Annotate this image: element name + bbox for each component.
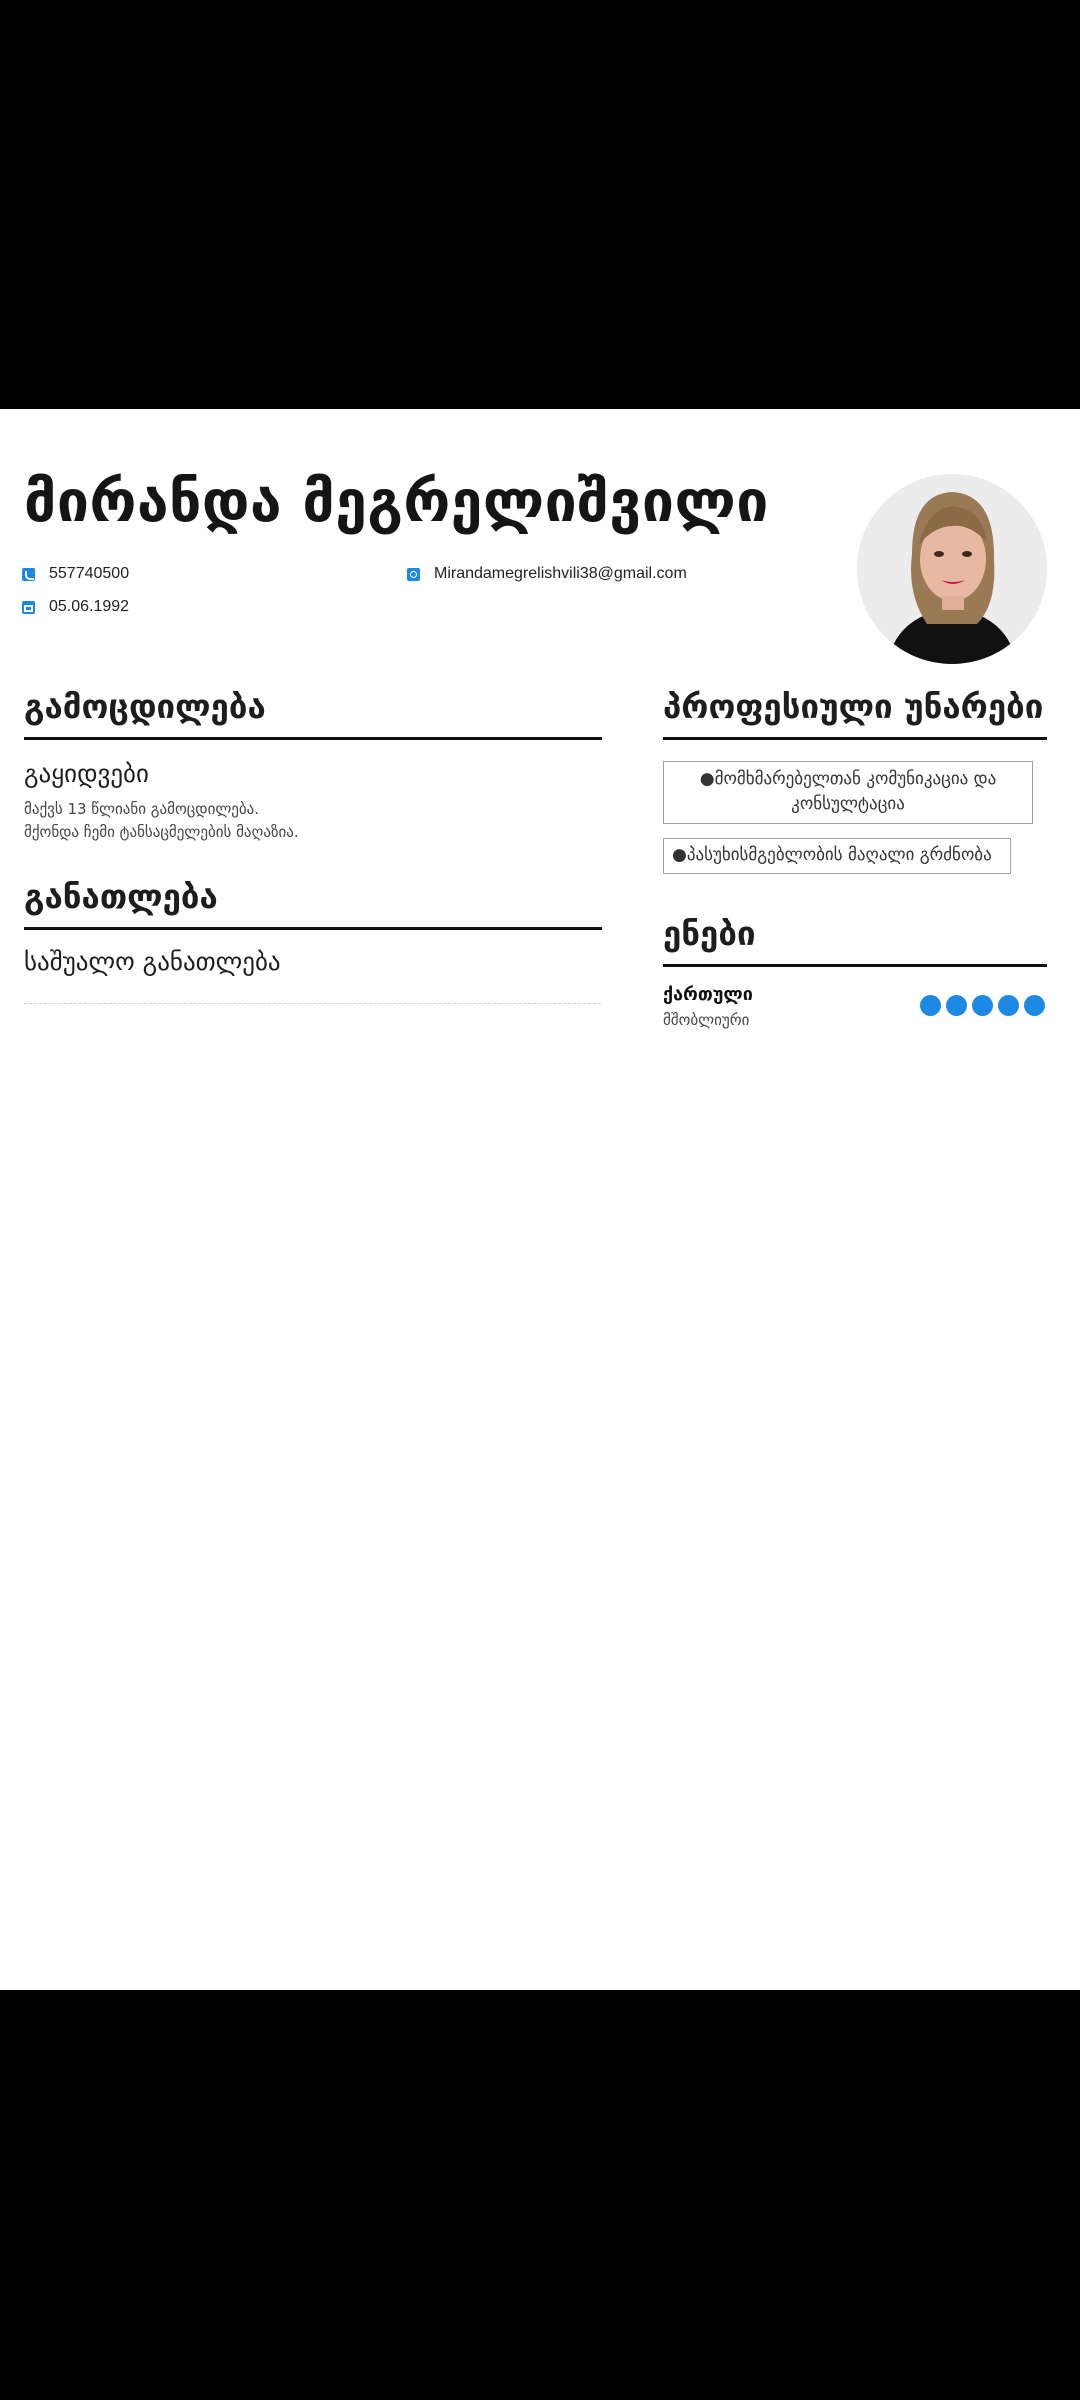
rating-dot: [998, 995, 1019, 1016]
email-contact[interactable]: [407, 565, 687, 583]
profile-photo: [857, 474, 1047, 664]
phone-number: 557740500: [49, 565, 130, 582]
date-of-birth: 05.06.1992: [49, 598, 130, 615]
calendar-icon: [22, 601, 35, 614]
full-name: მირანდა მეგრელიშვილი: [24, 469, 769, 535]
languages-heading: ენები: [663, 914, 756, 953]
dob-contact: [22, 598, 129, 616]
skill-item: ●მომხმარებელთან კომუნიკაცია და კონსულტაცია: [663, 761, 1033, 824]
experience-heading: გამოცდილება: [24, 687, 266, 726]
skills-heading: პროფესიული უნარები: [663, 687, 1044, 726]
language-name: ქართული: [663, 984, 753, 1005]
education-rule: [24, 927, 602, 930]
experience-desc-line-1: მაქვს 13 წლიანი გამოცდილება.: [24, 800, 260, 818]
language-level: მშობლიური: [663, 1011, 750, 1029]
resume-page: [0, 409, 1080, 1990]
education-title: საშუალო განათლება: [24, 947, 281, 976]
phone-contact: [22, 565, 129, 583]
rating-dot: [920, 995, 941, 1016]
avatar: [857, 474, 1047, 664]
job-title: გაყიდვები: [24, 759, 149, 788]
skills-rule: [663, 737, 1047, 740]
education-heading: განათლება: [24, 877, 218, 916]
rating-dot: [1024, 995, 1045, 1016]
experience-desc-line-2: მქონდა ჩემი ტანსაცმელების მაღაზია.: [24, 823, 299, 841]
email-address[interactable]: Mirandamegrelishvili38@gmail.com: [434, 565, 687, 582]
language-rating: [920, 995, 1045, 1016]
experience-rule: [24, 737, 602, 740]
email-icon: [407, 568, 420, 581]
skill-item: ●პასუხისმგებლობის მაღალი გრძნობა: [663, 838, 1011, 874]
phone-icon: [22, 568, 35, 581]
education-divider: [24, 1003, 601, 1004]
rating-dot: [972, 995, 993, 1016]
rating-dot: [946, 995, 967, 1016]
languages-rule: [663, 964, 1047, 967]
